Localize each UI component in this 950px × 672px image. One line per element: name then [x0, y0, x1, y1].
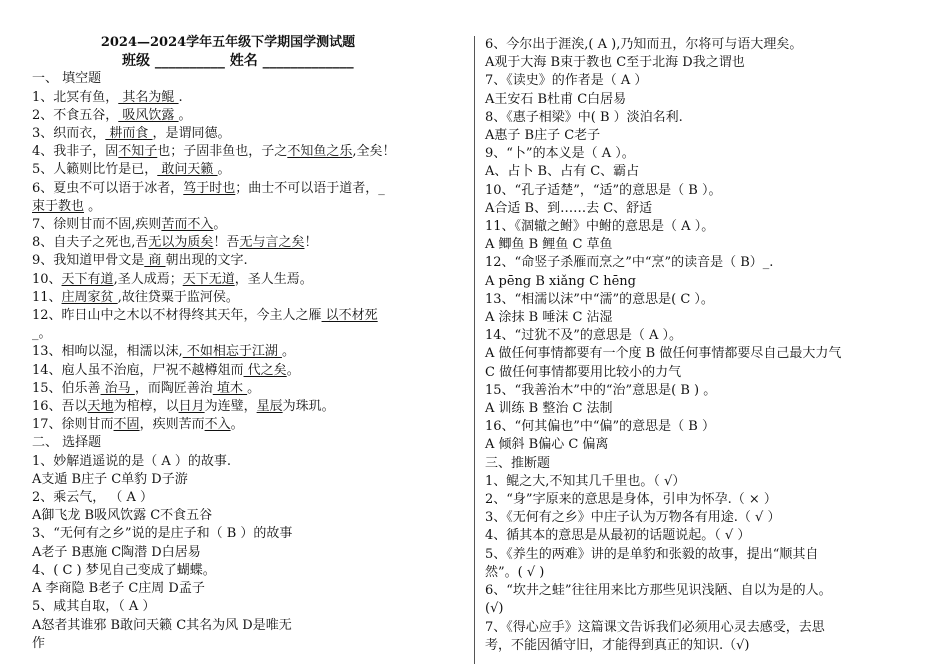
right-line — [485, 109, 925, 127]
right-line — [485, 564, 925, 582]
left-line — [32, 307, 464, 325]
answer-blank[interactable]: 不固 — [113, 417, 140, 433]
right-line — [485, 491, 925, 509]
answer-blank[interactable]: 笃于时也 — [183, 180, 236, 196]
question-text: 二、 选择题 — [32, 435, 102, 451]
right-line — [485, 200, 925, 218]
name-blank[interactable]: _____________ — [262, 53, 354, 70]
class-blank[interactable]: __________ — [154, 53, 225, 70]
question-text: 一、 填空题 — [32, 71, 102, 87]
left-line — [32, 416, 464, 434]
question-text: 7、徐则甘而不固,疾则 — [32, 217, 162, 233]
right-line — [485, 327, 925, 345]
right-line — [485, 236, 925, 254]
right-question-list — [485, 36, 925, 655]
right-line — [485, 418, 925, 436]
left-line — [32, 216, 464, 234]
right-line — [485, 36, 925, 54]
question-text: A pēng B xiǎng C hēng — [485, 273, 636, 289]
question-text: ,圣人成焉； — [113, 271, 183, 287]
right-line — [485, 582, 925, 600]
answer-blank[interactable]: 商 — [144, 253, 166, 269]
question-text: 也；子固非鱼也，子之 — [157, 144, 288, 160]
question-text: A老子 B惠施 C陶潜 D白居易 — [32, 544, 201, 560]
question-text: ，是谓同德。 — [152, 126, 231, 142]
question-text: A 李商隐 B老子 C庄周 D孟子 — [32, 581, 205, 597]
answer-blank[interactable]: 埴木 — [212, 380, 248, 396]
left-line — [32, 617, 464, 635]
left-line — [32, 471, 464, 489]
column-divider — [474, 36, 475, 664]
question-text: ，而陶匠善治 — [134, 380, 213, 396]
question-text: A 涂抹 B 唾沫 C 沾湿 — [485, 310, 613, 326]
left-line — [32, 70, 464, 88]
right-line — [485, 600, 925, 618]
right-line — [485, 436, 925, 454]
right-line — [485, 182, 925, 200]
question-text: 1、妙解逍遥说的是（ A ）的故事. — [32, 453, 232, 469]
question-text: A观于大海 B束于教也 C至于北海 D我之谓也 — [485, 55, 745, 71]
right-line — [485, 400, 925, 418]
question-text: 朝出现的文字. — [165, 253, 248, 269]
question-text: 6、“坎井之蛙”往往用来比方那些见识浅陋、自以为是的人。 — [485, 583, 832, 599]
question-text: 5、《养生的两难》讲的是单豹和张毅的故事，提出“顺其自 — [485, 546, 819, 562]
question-text: A惠子 B庄子 C老子 — [485, 128, 601, 144]
question-text: ！ — [304, 235, 318, 251]
exam-title: 2024—2024学年五年级下学期国学测试题 — [100, 35, 356, 50]
question-text: 。 — [213, 217, 227, 233]
question-text: ,全矣！ — [352, 144, 396, 160]
right-line — [485, 546, 925, 564]
question-text: 8、自夫子之死也,吾 — [32, 235, 149, 251]
right-line — [485, 455, 925, 473]
answer-blank[interactable]: 其名为鲲 — [118, 89, 179, 105]
answer-blank[interactable]: 无与言之矣 — [239, 235, 305, 251]
question-text: 11、《涸辙之鲋》中鲋的意思是（ A ）。 — [485, 219, 715, 235]
answer-blank[interactable]: 不如相忘于江湖 — [182, 344, 282, 360]
right-line — [485, 127, 925, 145]
answer-blank[interactable]: 耕而食 — [105, 126, 153, 142]
right-column — [485, 36, 925, 655]
question-text: 2、不食五谷， — [32, 107, 119, 123]
left-line — [32, 161, 464, 179]
question-text: 10、“孔子适楚”，“适”的意思是（ B ）。 — [485, 182, 722, 198]
right-line — [485, 309, 925, 327]
question-text: 。 — [230, 417, 244, 433]
left-line — [32, 271, 464, 289]
left-line — [32, 362, 464, 380]
left-line — [32, 398, 464, 416]
question-text: 考，不能因循守旧，才能得到真正的知识.（√) — [485, 637, 750, 653]
answer-blank[interactable]: 天地 — [87, 399, 114, 415]
left-line — [32, 453, 464, 471]
question-text: 15、“我善治木”中的“治”意思是( B ) 。 — [485, 382, 717, 398]
right-line — [485, 527, 925, 545]
right-line — [485, 364, 925, 382]
left-column — [32, 34, 464, 653]
left-line — [32, 143, 464, 161]
right-line — [485, 54, 925, 72]
question-text: A 倾斜 B偏心 C 偏离 — [485, 437, 609, 453]
left-line — [32, 562, 464, 580]
left-line — [32, 325, 464, 343]
question-text: 。 — [84, 198, 102, 214]
question-text: ，疾则苦而 — [139, 417, 205, 433]
question-text: 7、《读史》的作者是（ A ） — [485, 73, 648, 89]
question-text: 2、“身”字原来的意思是身体，引申为怀孕.（ × ） — [485, 492, 777, 508]
question-text: 5、人籁则比竹是已， — [32, 162, 158, 178]
question-text: 5、咸其自取，（ A ） — [32, 599, 156, 615]
question-text: 为棺椁，以 — [113, 399, 179, 415]
question-text: 作 — [32, 635, 46, 651]
question-text: 10、 — [32, 271, 62, 287]
question-text: ！吾 — [213, 235, 240, 251]
right-line — [485, 473, 925, 491]
question-text: 。 — [286, 362, 300, 378]
question-text: 14、“过犹不及”的意思是（ A ）。 — [485, 328, 682, 344]
left-line — [32, 598, 464, 616]
right-line — [485, 145, 925, 163]
right-line — [485, 345, 925, 363]
answer-blank[interactable]: 星辰 — [256, 399, 283, 415]
question-text: 4、循其本的意思是从最初的话题说起。（ √ ） — [485, 528, 751, 544]
left-line — [32, 380, 464, 398]
left-line — [32, 635, 464, 653]
answer-blank[interactable]: 日月 — [178, 399, 205, 415]
question-text: 13、相呴以湿，相濡以沫, — [32, 344, 183, 360]
question-text: 8、《惠子相梁》中( B ）淡泊名利. — [485, 109, 683, 125]
left-line — [32, 125, 464, 143]
question-text: 13、“相濡以沫”中“濡”的意思是( C ）。 — [485, 291, 714, 307]
question-text: (√) — [485, 601, 504, 617]
left-line — [32, 252, 464, 270]
question-text: 1、北冥有鱼， — [32, 89, 119, 105]
question-text: 16、“何其偏也”中“偏”的意思是（ B ） — [485, 419, 715, 435]
left-line — [32, 107, 464, 125]
question-text: 12、“命竖子杀雁而烹之”中“烹”的读音是（ B）_. — [485, 255, 774, 271]
answer-blank[interactable]: 天下无道 — [182, 271, 235, 287]
right-line — [485, 291, 925, 309]
question-text: 。 — [217, 162, 231, 178]
question-text: 3、织而衣， — [32, 126, 106, 142]
right-line — [485, 91, 925, 109]
question-text: 7、《得心应手》这篇课文告诉我们必须用心灵去感受，去思 — [485, 619, 825, 635]
question-text: 1、鲲之大,不知其几千里也。（ √） — [485, 473, 686, 489]
left-line — [32, 544, 464, 562]
question-text: A怒者其谁邪 B敢问天籁 C其名为风 D是唯无 — [32, 617, 292, 633]
question-text: 4、( C ) 梦见自己变成了蝴蝶。 — [32, 562, 216, 578]
answer-blank[interactable]: 治马 — [100, 380, 135, 396]
left-line — [32, 180, 464, 198]
question-text: 14、庖人虽不治庖，尸祝不越樽俎而 — [32, 362, 244, 378]
question-text: 17、徐则甘而 — [32, 417, 114, 433]
question-text: A 鲫鱼 B 鲤鱼 C 草鱼 — [485, 237, 613, 253]
question-text: 6、今尔出于涯涘,( A ),乃知而丑，尔将可与语大理矣。 — [485, 37, 803, 52]
question-text: A合适 B、到……去 C、舒适 — [485, 200, 653, 216]
answer-blank[interactable]: 无以为质矣 — [148, 235, 214, 251]
right-line — [485, 72, 925, 90]
answer-blank[interactable]: 不知鱼之乐 — [287, 144, 353, 160]
right-line — [485, 254, 925, 272]
right-line — [485, 637, 925, 655]
class-label: 班级 — [122, 53, 150, 70]
right-line — [485, 218, 925, 236]
answer-blank[interactable]: 不知子 — [118, 144, 158, 160]
name-label: 姓名 — [229, 53, 258, 70]
question-text: 12、昨日山中之木以不材得终其天年，今主人之雁 — [32, 308, 322, 324]
answer-blank[interactable]: 吸风饮露 — [118, 107, 179, 123]
answer-blank[interactable]: 敢问天籁 — [157, 162, 218, 178]
class-name-line — [32, 52, 464, 70]
left-line — [32, 198, 464, 216]
left-line — [32, 434, 464, 452]
left-line — [32, 580, 464, 598]
question-text: 3、“无何有之乡”说的是庄子和（ B ）的故事 — [32, 526, 293, 542]
question-text: 三、推断题 — [485, 455, 551, 471]
right-line — [485, 619, 925, 637]
question-text: 为连璧， — [204, 399, 257, 415]
question-text: . — [178, 89, 183, 105]
question-text: ；曲士不可以语于道者，_ — [235, 180, 385, 196]
question-text: A 训练 B 整治 C 法制 — [485, 401, 613, 417]
left-line — [32, 507, 464, 525]
question-text: 15、伯乐善 — [32, 380, 101, 396]
question-text: A王安石 B杜甫 C白居易 — [485, 91, 627, 107]
question-text: 3、《无何有之乡》中庄子认为万物各有用途.（ √ ） — [485, 510, 781, 526]
question-text: 。 — [281, 344, 295, 360]
question-text: 然”。( √ ) — [485, 564, 545, 580]
question-text: ,故往贷粟于监河侯。 — [117, 289, 239, 305]
left-line — [32, 89, 464, 107]
left-line — [32, 234, 464, 252]
question-text: A 做任何事情都要有一个度 B 做任何事情都要尽自己最大力气 — [485, 346, 842, 362]
question-text: 6、夏虫不可以语于冰者， — [32, 180, 184, 196]
right-line — [485, 382, 925, 400]
question-text: 16、吾以 — [32, 399, 88, 415]
left-line — [32, 489, 464, 507]
question-text: _。 — [32, 326, 52, 342]
left-question-list — [32, 70, 464, 653]
question-text: A、占卜 B、占有 C、霸占 — [485, 164, 640, 180]
right-line — [485, 509, 925, 527]
right-line — [485, 273, 925, 291]
question-text: ，圣人生焉。 — [234, 271, 313, 287]
left-line — [32, 289, 464, 307]
answer-blank[interactable]: 以不材死 — [321, 308, 378, 324]
question-text: 为珠玑。 — [282, 399, 335, 415]
question-text: 11、 — [32, 289, 62, 305]
answer-blank[interactable]: 苦而不入 — [161, 217, 214, 233]
question-text: 。 — [178, 107, 192, 123]
question-text: 9、“卜”的本义是（ A ）。 — [485, 146, 635, 162]
left-line — [32, 525, 464, 543]
right-line — [485, 163, 925, 181]
answer-blank[interactable]: 束于教也 — [32, 198, 85, 214]
question-text: 4、我非子，固 — [32, 144, 119, 160]
answer-blank[interactable]: 不入 — [204, 417, 231, 433]
question-text: A御飞龙 B吸风饮露 C不食五谷 — [32, 508, 213, 524]
left-line — [32, 343, 464, 361]
question-text: C 做任何事情都要用比较小的力气 — [485, 364, 682, 380]
answer-blank[interactable]: 天下有道 — [61, 271, 114, 287]
question-text: 9、我知道甲骨文是 — [32, 253, 145, 269]
question-text: 。 — [247, 380, 261, 396]
answer-blank[interactable]: 庄周家贫 — [61, 289, 118, 305]
question-text: 2、乘云气， （ A ） — [32, 490, 154, 506]
answer-blank[interactable]: 代之矣 — [243, 362, 287, 378]
question-text: A支遁 B庄子 C单豹 D子游 — [32, 471, 188, 487]
